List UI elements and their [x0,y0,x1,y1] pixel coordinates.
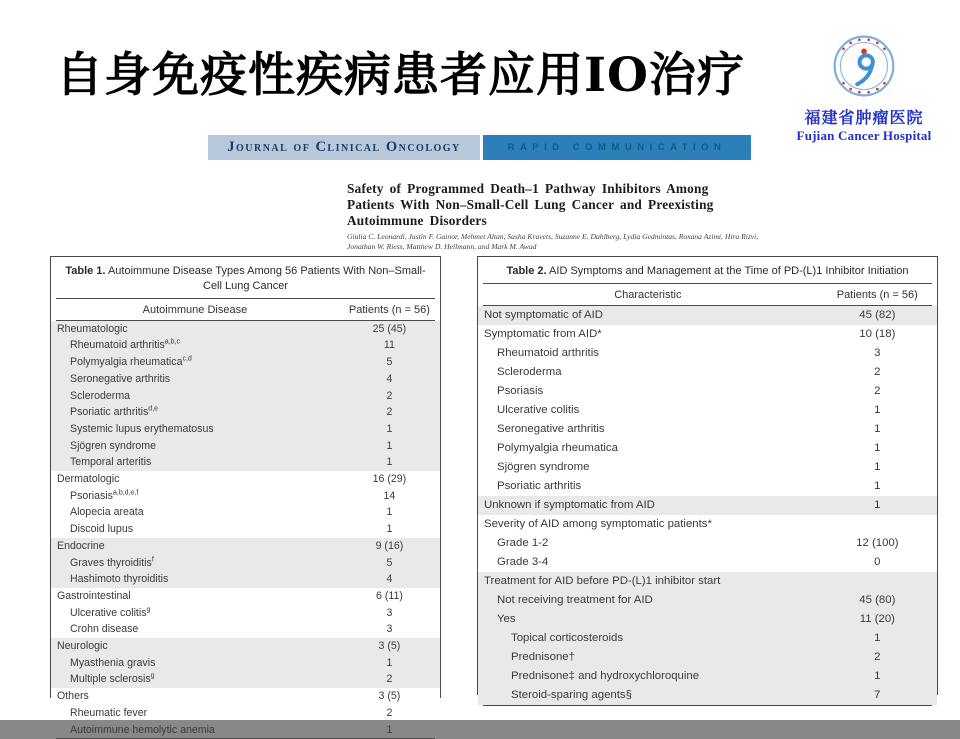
row-value: 0 [874,555,881,568]
row-label: Scleroderma [70,389,131,402]
row-label: Multiple sclerosis$^g$ [70,672,155,686]
row-label: Graves thyroiditis$^f$ [70,556,154,569]
table-row [478,667,937,686]
row-label: Polymyalgia rheumatica$^{c,d}$ [70,355,192,369]
table-2-body [478,306,937,705]
row-label: Prednisone‡ and hydroxychloroquine [511,669,700,682]
table-2-header-row [478,284,937,305]
table-row [51,404,440,421]
table-row [478,629,937,648]
table-row [478,477,937,496]
row-label: Alopecia areata [70,506,144,519]
table-1-body [51,321,440,739]
row-value: 1 [874,403,881,416]
row-value: 10 (18) [859,327,896,340]
row-value: 6 (11) [375,589,403,602]
row-value: 1 [874,422,881,435]
row-label: Others [57,690,89,703]
row-label: Dermatologic [57,473,120,486]
row-value: 3 [874,346,881,359]
table-2-caption [478,257,937,283]
row-value [818,572,937,591]
row-label: Temporal arteritis [70,456,152,469]
row-value: 3 (5) [378,690,401,703]
table-1-header-row [51,299,440,320]
table-row [51,555,440,572]
row-value: 14 [383,489,396,502]
table-row [478,515,937,534]
row-value: 1 [386,422,393,435]
table-row [51,388,440,405]
row-label: Unknown if symptomatic from AID [484,498,655,511]
row-label: Sjögren syndrome [497,460,590,473]
row-label: Gastrointestinal [57,589,131,602]
table-row [478,420,937,439]
row-value: 1 [386,439,393,452]
table-row [51,354,440,371]
row-value: 11 [383,339,395,352]
table-1-caption [51,257,440,298]
row-label: Grade 1-2 [497,536,549,549]
row-label: Not symptomatic of AID [484,308,604,321]
journal-name: Journal of Clinical Oncology [208,135,480,160]
row-label: Psoriasis$^{a,b,d,e,f}$ [70,489,139,502]
row-label: Psoriatic arthritis [497,479,582,492]
hospital-emblem-icon [832,34,896,98]
row-label: Neurologic [57,640,108,653]
row-value: 3 [386,606,393,619]
hospital-name-cn: 福建省肿瘤医院 [804,110,924,127]
table-row [51,488,440,505]
table-row [478,496,937,515]
row-value: 11 (20) [859,612,895,625]
row-value: 5 [386,356,393,369]
row-value: 1 [386,656,393,669]
table-row [478,439,937,458]
row-value: 1 [386,523,393,536]
table-row [51,371,440,388]
row-label: Prednisone† [511,650,575,663]
table-1-title-text: Autoimmune Disease Types Among 56 Patients With Non–Small-Cell Lung Cancer [107,265,426,292]
table-row [51,438,440,455]
table-2-title-text: AID Symptoms and Management at the Time of PD-(L)1 Inhibitor Initiation [549,265,909,277]
row-label: Yes [497,612,516,625]
row-label: Ulcerative colitis$^g$ [70,606,151,619]
paper-title: Safety of Programmed Death–1 Pathway Inhibitors Among Patients With Non–Small-Cell Lung Cancer and Preexisting Autoimmune Disorders [347,181,714,228]
table-row [478,534,937,553]
row-label: Discoid lupus [70,523,134,536]
table-row [51,471,440,488]
row-value: 1 [874,441,881,454]
table-2-label: Table 2. [506,265,547,277]
paper-header [347,181,761,252]
row-value: 2 [386,389,393,402]
table-2-aid-symptoms-management [477,256,938,701]
row-label: Rheumatic fever [70,706,148,719]
row-value: 4 [386,573,393,586]
table-row [478,306,937,325]
hospital-logo [791,34,937,144]
table-1-autoimmune-disease-types [50,256,441,736]
table-row [51,722,440,739]
row-value: 1 [874,631,881,644]
row-label: Crohn disease [70,623,139,636]
row-label: Systemic lupus erythematosus [70,422,214,435]
row-value: 9 (16) [375,539,404,552]
row-label: Seronegative arthritis [70,372,171,385]
table-row [51,588,440,605]
row-value: 3 [386,623,393,636]
table-row [51,421,440,438]
table-row [51,521,440,538]
row-label: Hashimoto thyroiditis [70,573,169,586]
table-row [51,504,440,521]
table-row [478,572,937,591]
row-label: Rheumatoid arthritis$^{a,b,c}$ [70,338,180,352]
row-label: Psoriatic arthritis$^{d,e}$ [70,405,159,419]
row-label: Seronegative arthritis [497,422,605,435]
row-value: 2 [874,384,881,397]
slide-title: 自身免疫性疾病患者应用IO治疗 [56,48,745,103]
paper-authors: Giulia C. Leonardi, Justin F. Gainor, Mehmet Altan, Sasha Kravets, Suzanne E. Dahlberg, Lydia Gedmintas, Roxana Azimi, Hira Rizvi, Jonathan W. Riess, Matthew D. Hellmann, and Mark M. Awad [347,231,759,251]
journal-banner [208,135,751,160]
row-value: 2 [874,650,881,663]
table-row [478,591,937,610]
row-label: Myasthenia gravis [70,656,156,669]
table-row [51,705,440,722]
row-value: 12 (100) [856,536,899,549]
row-value: 7 [874,688,881,701]
table-1-label: Table 1. [65,265,106,277]
table-row [478,401,937,420]
table-row [51,321,440,338]
table-row [478,686,937,705]
table-row [478,458,937,477]
table-row [51,671,440,688]
row-value: 4 [386,372,393,385]
row-label: Topical corticosteroids [511,631,624,644]
table-row [51,688,440,705]
row-label: Not receiving treatment for AID [497,593,653,606]
row-label: Severity of AID among symptomatic patients* [484,517,712,530]
row-value: 1 [874,669,881,682]
table-row [51,337,440,354]
row-value: 1 [386,456,393,469]
row-value [818,515,937,534]
row-label: Sjögren syndrome [70,439,156,452]
row-value: 1 [874,460,881,473]
row-label: Scleroderma [497,365,562,378]
row-value: 2 [874,365,881,378]
table-2-col-characteristic: Characteristic [614,288,682,301]
journal-section-tag: RAPID COMMUNICATION [483,135,751,160]
table-2-col-patients: Patients (n = 56) [836,288,918,301]
table-1-col-patients: Patients (n = 56) [348,303,430,316]
table-row [51,538,440,555]
table-row [478,610,937,629]
row-label: Rheumatologic [57,322,128,335]
row-value: 25 (45) [372,322,407,335]
table-row [51,638,440,655]
row-value: 45 (82) [859,308,896,321]
table-row [478,648,937,667]
row-value: 16 (29) [372,473,407,486]
row-value: 1 [874,479,881,492]
row-value: 2 [386,406,393,419]
row-label: Ulcerative colitis [497,403,580,416]
hospital-name-en: Fujian Cancer Hospital [796,128,932,143]
row-label: Grade 3-4 [497,555,549,568]
table-1-col-disease: Autoimmune Disease [142,303,248,316]
row-label: Steroid-sparing agents§ [511,688,632,701]
row-label: Autoimmune hemolytic anemia [70,723,215,736]
table-row [51,454,440,471]
row-value: 2 [386,673,393,686]
row-label: Symptomatic from AID* [484,327,602,340]
table-row [51,655,440,672]
row-value: 2 [386,706,393,719]
row-label: Rheumatoid arthritis [497,346,599,359]
table-row [51,571,440,588]
row-label: Polymyalgia rheumatica [497,441,618,454]
table-row [51,605,440,622]
row-value: 3 (5) [378,640,401,653]
row-value: 5 [386,556,393,569]
table-row [478,325,937,344]
table-row [478,382,937,401]
row-value: 1 [874,498,881,511]
table-row [51,621,440,638]
row-value: 45 (80) [859,593,896,606]
table-row [478,553,937,572]
row-value: 1 [386,723,393,736]
table-row [478,344,937,363]
table-row [478,363,937,382]
divider [483,705,932,706]
row-label: Treatment for AID before PD-(L)1 inhibitor start [484,574,721,587]
row-label: Endocrine [57,539,105,552]
row-label: Psoriasis [497,384,544,397]
row-value: 1 [386,506,393,519]
